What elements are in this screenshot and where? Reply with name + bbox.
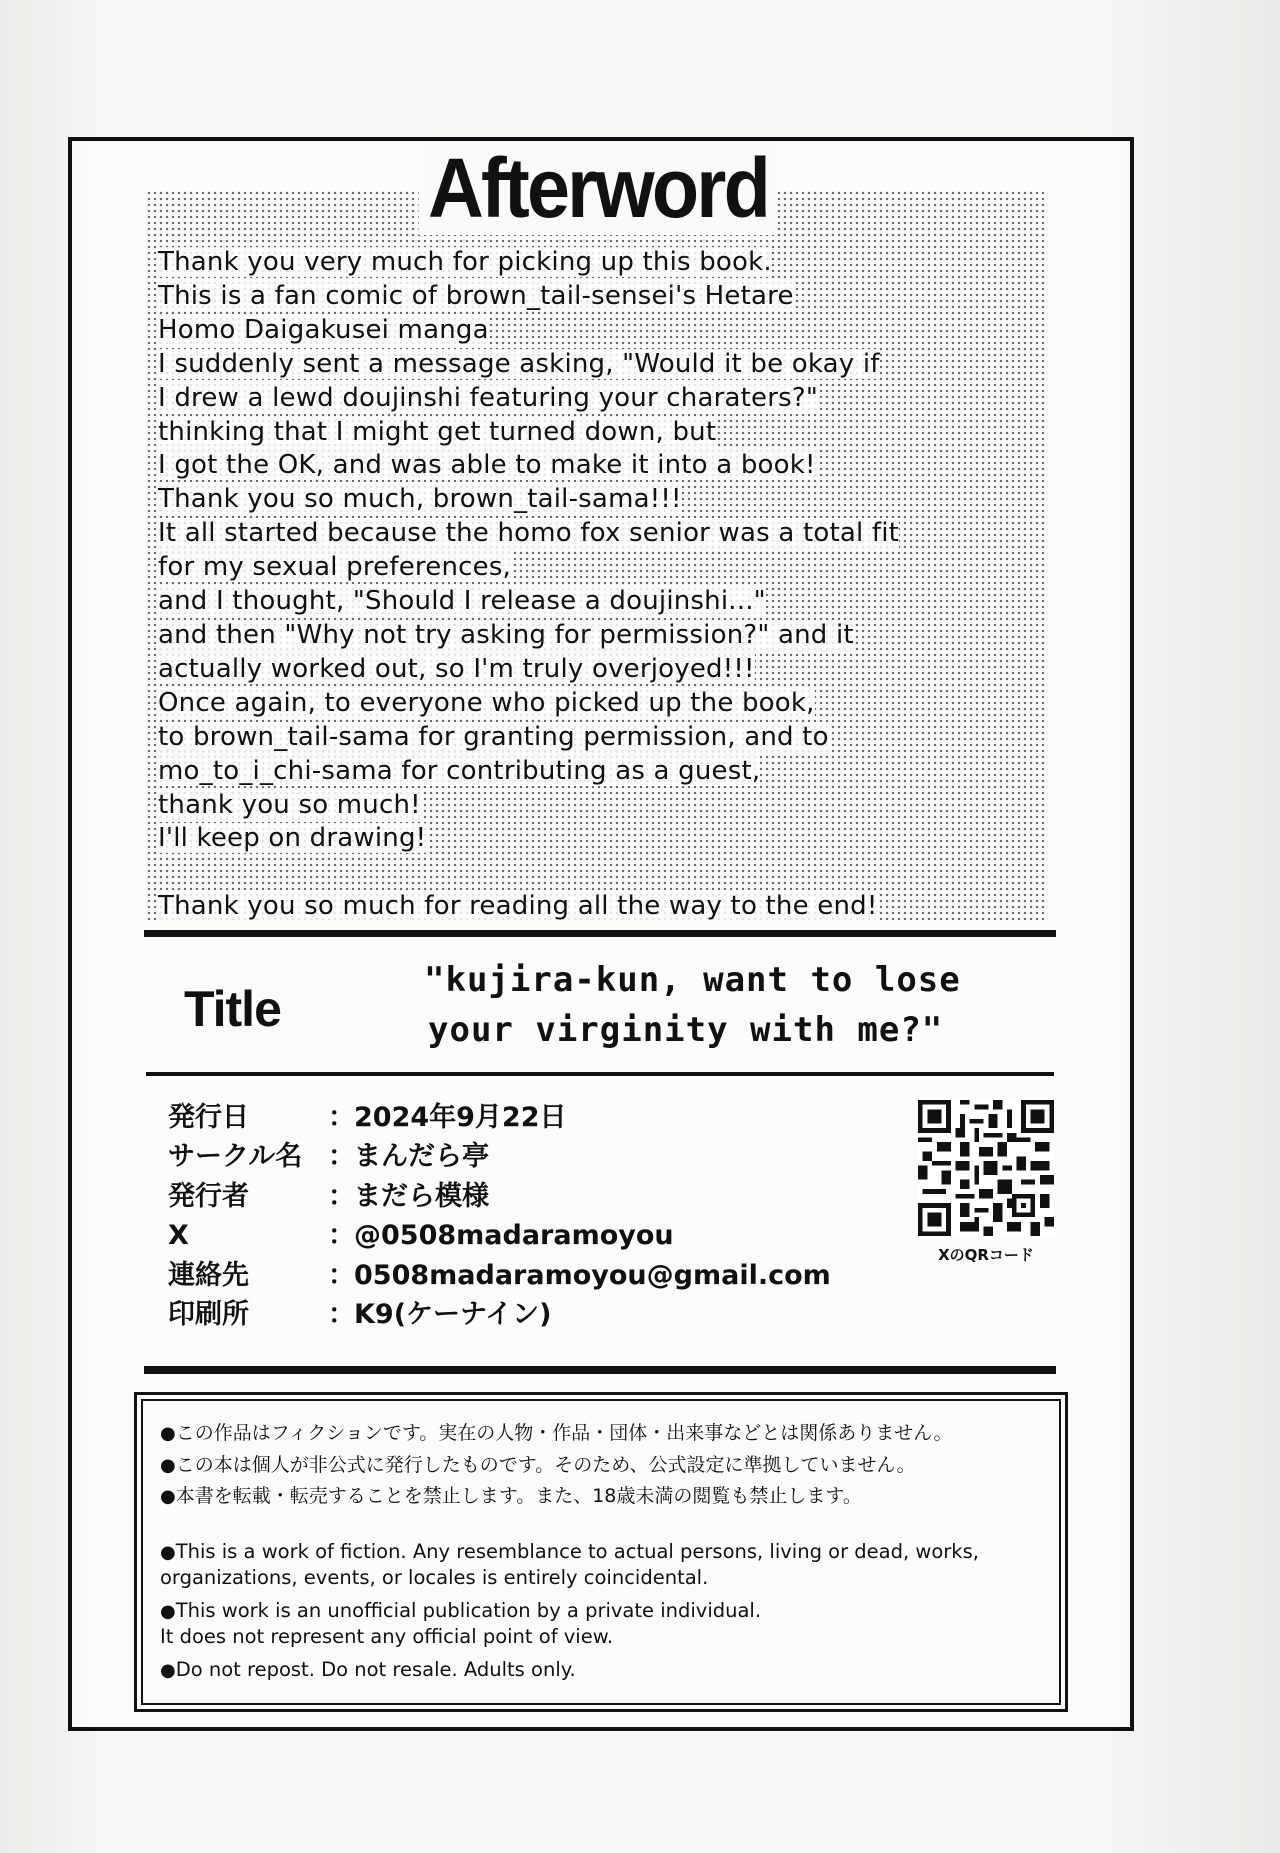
colophon-row-printer: 印刷所 ： K9(ケーナイン) (168, 1299, 552, 1331)
notice-japanese (160, 1418, 1060, 1513)
qr-code-icon[interactable] (918, 1100, 1054, 1236)
colophon-row-x: X ： @0508madaramoyou (168, 1220, 674, 1252)
afterword-spacer (158, 856, 1038, 890)
afterword-line: thank you so much! (158, 789, 421, 820)
colophon-row-circle: サークル名 ： まんだら亭 (168, 1141, 489, 1173)
afterword-line: actually worked out, so I'm truly overjoyed!!! (158, 653, 755, 684)
afterword-line: It all started because the homo fox senior was a total fit (158, 518, 900, 549)
afterword-line: Homo Daigakusei manga (158, 314, 489, 345)
afterword-line: Thank you so much, brown_tail-sama!!! (158, 484, 682, 515)
afterword-line: and I thought, "Should I release a doujinshi..." (158, 586, 766, 617)
afterword-line: and then "Why not try asking for permission?" and it (158, 619, 854, 650)
divider-thin (146, 1072, 1054, 1076)
divider-thick-top (144, 930, 1056, 937)
afterword-line: thinking that I might get turned down, but (158, 416, 717, 447)
afterword-line: I suddenly sent a message asking, "Would it be okay if (158, 348, 880, 379)
title-value-line-1: "kujira-kun, want to lose (424, 960, 961, 1000)
afterword-closing-line: Thank you so much for reading all the way to the end! (158, 891, 878, 922)
afterword-line: I got the OK, and was able to make it into a book! (158, 450, 816, 481)
afterword-heading (48, 140, 1148, 237)
afterword-line: mo_to_i_chi-sama for contributing as a guest, (158, 755, 761, 786)
colophon-row-date: 発行日 ： 2024年9月22日 (168, 1102, 567, 1133)
afterword-heading-text: Afterword (419, 141, 777, 235)
notice-english (160, 1540, 1060, 1693)
title-label: Title (184, 981, 281, 1037)
notice-jp-item: ●この本は個人が非公式に発行したものです。そのため、公式設定に準拠していません。 (160, 1453, 916, 1476)
afterword-line: This is a fan comic of brown_tail-sensei's Hetare (158, 280, 794, 311)
colophon-row-contact: 連絡先 ： 0508madaramoyou@gmail.com (168, 1259, 831, 1291)
qr-caption: XのQRコード (938, 1246, 1034, 1264)
notice-en-item: ●Do not repost. Do not resale. Adults only. (160, 1658, 576, 1681)
divider-thick-bottom (144, 1366, 1056, 1374)
afterword-line: I drew a lewd doujinshi featuring your charaters?" (158, 382, 819, 413)
title-value-line-2: your virginity with me?" (428, 1010, 944, 1050)
afterword-line: Thank you very much for picking up this book. (158, 247, 772, 277)
afterword-line: for my sexual preferences, (158, 552, 512, 583)
afterword-line: I'll keep on drawing! (158, 823, 427, 854)
colophon-row-publisher: 発行者 ： まだら模様 (168, 1180, 489, 1212)
title-value (424, 955, 1024, 1055)
notice-en-item: ●This work is an unofficial publication by a private individual. It does not represent any official point of view. (160, 1599, 762, 1648)
notice-jp-item: ●本書を転載・転売することを禁止します。また、18歳未満の閲覧も禁止します。 (160, 1485, 862, 1507)
notice-en-item: ●This is a work of fiction. Any resemblance to actual persons, living or dead, works, organizations, events, or locales is entirely coincidental. (160, 1540, 979, 1589)
colophon-table (168, 1098, 908, 1334)
afterword-line: to brown_tail-sama for granting permission, and to (158, 721, 829, 752)
afterword-line: Once again, to everyone who picked up the book, (158, 687, 815, 718)
notice-jp-item: ●この作品はフィクションです。実在の人物・作品・団体・出来事などとは関係ありません。 (160, 1422, 953, 1444)
afterword-body (158, 246, 1038, 924)
